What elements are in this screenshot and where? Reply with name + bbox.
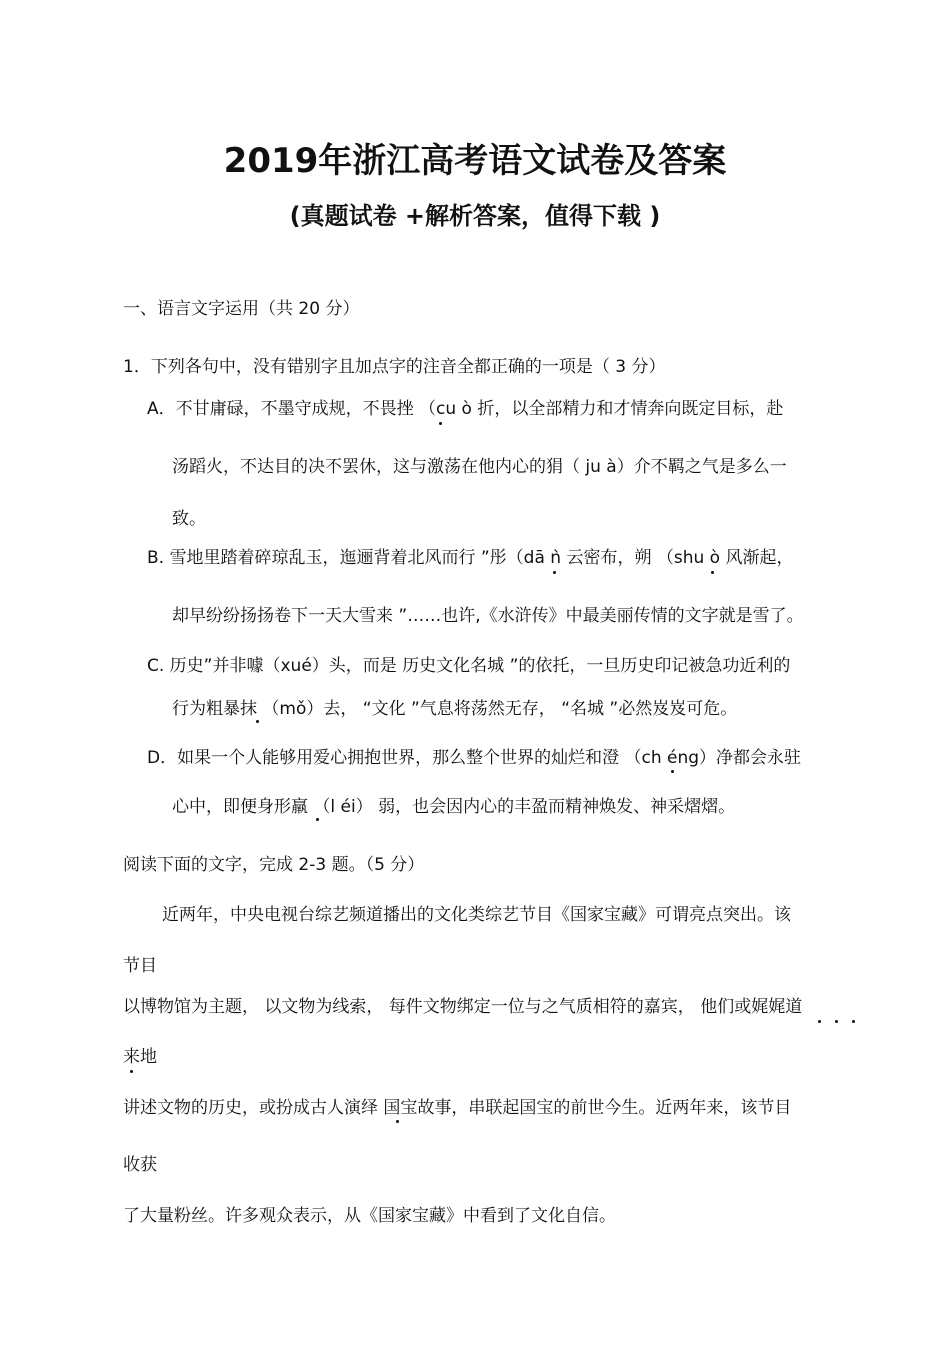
passage-line: 讲述文物的历史，或扮成古人演绎 国宝故事，串联起国宝的前世今生。近两年来，该节目: [123, 1098, 792, 1118]
passage-line: 节目: [123, 956, 157, 976]
emphasis-dot: [671, 770, 674, 773]
option-d-line-2: 心中，即便身形羸 （l éi） 弱，也会因内心的丰盈而精神焕发、神采熠熠。: [172, 797, 736, 817]
passage-line: 收获: [123, 1155, 157, 1175]
emphasis-dot: [553, 571, 556, 574]
emphasis-dot: [130, 1070, 133, 1073]
page-subtitle: (真题试卷 +解析答案，值得下载 ): [289, 202, 661, 230]
emphasis-dot: [711, 571, 714, 574]
page-title: 2019年浙江高考语文试卷及答案: [223, 141, 727, 181]
question-1-stem: 1．下列各句中，没有错别字且加点字的注音全都正确的一项是（ 3 分）: [123, 357, 666, 377]
section-heading: 一、语言文字运用（共 20 分）: [123, 299, 360, 319]
emphasis-dot: [256, 720, 259, 723]
emphasis-dot: [852, 1020, 855, 1023]
passage-line: 以博物馆为主题， 以文物为线索， 每件文物绑定一位与之气质相符的嘉宾， 他们或娓娓道: [123, 997, 803, 1017]
option-a-line-1: A．不甘庸碌，不墨守成规，不畏挫 （cu ò 折，以全部精力和才情奔向既定目标，赴: [147, 399, 784, 419]
option-b-line-1: B. 雪地里踏着碎琼乱玉，迤逦背着北风而行 ”彤（dā ǹ 云密布，朔 （shu ò 风渐起，: [147, 548, 794, 568]
option-c-line-2: 行为粗暴抹 （mǒ）去， “文化 ”气息将荡然无存， “名城 ”必然岌岌可危。: [172, 699, 738, 719]
emphasis-dot: [439, 422, 442, 425]
reading-instruction: 阅读下面的文字，完成 2-3 题。（5 分）: [123, 855, 425, 875]
passage-line: 近两年，中央电视台综艺频道播出的文化类综艺节目《国家宝藏》可谓亮点突出。该: [162, 905, 791, 925]
option-a-line-3: 致。: [172, 509, 206, 529]
passage-line: 来地: [123, 1047, 157, 1067]
option-a-line-2: 汤蹈火，不达目的决不罢休，这与激荡在他内心的狷（ ju à）介不羁之气是多么一: [172, 457, 787, 477]
emphasis-dot: [818, 1020, 821, 1023]
passage-line: 了大量粉丝。许多观众表示，从《国家宝藏》中看到了文化自信。: [123, 1206, 616, 1226]
option-c-line-1: C. 历史”并非噱（xué）头，而是 历史文化名城 ”的依托，一旦历史印记被急功近利的: [147, 656, 791, 676]
emphasis-dot: [835, 1020, 838, 1023]
emphasis-dot: [316, 818, 319, 821]
option-b-line-2: 却早纷纷扬扬卷下一天大雪来 ”……也许,《水浒传》中最美丽传情的文字就是雪了。: [172, 606, 804, 626]
emphasis-dot: [396, 1120, 399, 1123]
option-d-line-1: D．如果一个人能够用爱心拥抱世界，那么整个世界的灿烂和澄 （ch éng）净都会永驻: [147, 748, 802, 768]
